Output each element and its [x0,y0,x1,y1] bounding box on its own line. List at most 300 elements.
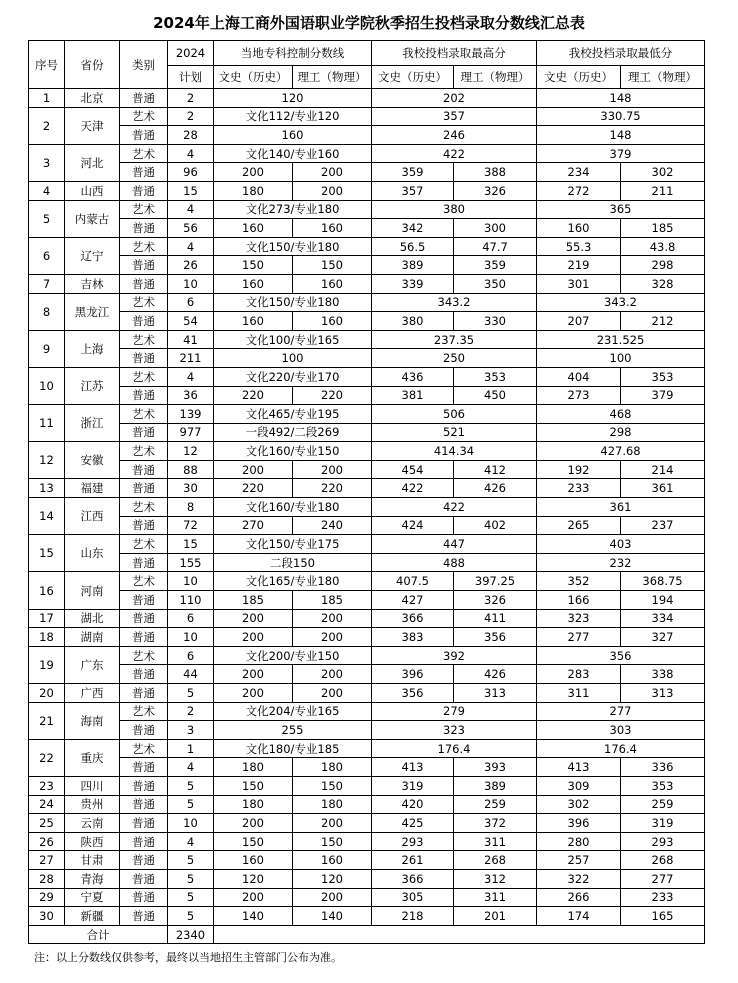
province-cell: 宁夏 [65,888,120,907]
plan-cell: 1 [168,739,214,758]
min-science-cell: 194 [621,591,705,610]
category-cell: 普通 [120,832,168,851]
category-cell: 普通 [120,181,168,200]
min-science-cell: 214 [621,460,705,479]
table-row [29,888,705,907]
table-row [29,535,705,554]
min-score-cell: 379 [537,144,705,163]
control-science-cell: 220 [293,479,372,498]
max-arts-cell: 305 [372,888,454,907]
plan-cell: 155 [168,553,214,572]
max-science-cell: 47.7 [454,237,537,256]
control-science-cell: 200 [293,163,372,182]
max-science-cell: 326 [454,591,537,610]
min-science-cell: 211 [621,181,705,200]
max-science-cell: 312 [454,869,537,888]
header-min-arts: 文史（历史） [537,66,621,89]
min-score-cell: 231.525 [537,330,705,349]
table-row [29,293,705,312]
control-score-cell: 文化150/专业175 [214,535,372,554]
max-science-cell: 356 [454,628,537,647]
category-cell: 普通 [120,907,168,926]
table-row [29,349,705,368]
category-cell: 普通 [120,349,168,368]
province-cell: 甘肃 [65,851,120,870]
plan-cell: 10 [168,572,214,591]
table-row [29,386,705,405]
province-cell: 福建 [65,479,120,498]
seq-cell: 18 [29,628,65,647]
control-arts-cell: 200 [214,684,293,703]
min-science-cell: 277 [621,869,705,888]
min-science-cell: 338 [621,665,705,684]
table-row [29,442,705,461]
table-row [29,628,705,647]
max-science-cell: 393 [454,758,537,777]
control-science-cell: 200 [293,609,372,628]
category-cell: 普通 [120,516,168,535]
plan-cell: 4 [168,200,214,219]
plan-cell: 139 [168,405,214,424]
seq-cell: 20 [29,684,65,703]
table-row [29,312,705,331]
max-arts-cell: 422 [372,479,454,498]
plan-cell: 54 [168,312,214,331]
plan-cell: 4 [168,758,214,777]
max-science-cell: 372 [454,814,537,833]
plan-cell: 36 [168,386,214,405]
max-science-cell: 411 [454,609,537,628]
control-arts-cell: 180 [214,758,293,777]
province-cell: 北京 [65,89,120,108]
min-science-cell: 185 [621,219,705,238]
control-science-cell: 200 [293,814,372,833]
category-cell: 普通 [120,163,168,182]
header-max-science: 理工（物理） [454,66,537,89]
header-plan: 计划 [168,66,214,89]
max-score-cell: 202 [372,89,537,108]
control-score-cell: 255 [214,721,372,740]
seq-cell: 11 [29,405,65,442]
max-score-cell: 246 [372,126,537,145]
control-arts-cell: 120 [214,869,293,888]
max-score-cell: 422 [372,144,537,163]
category-cell: 艺术 [120,702,168,721]
plan-cell: 8 [168,498,214,517]
control-score-cell: 一段492/二段269 [214,423,372,442]
category-cell: 普通 [120,386,168,405]
max-arts-cell: 413 [372,758,454,777]
min-arts-cell: 233 [537,479,621,498]
max-arts-cell: 261 [372,851,454,870]
min-arts-cell: 396 [537,814,621,833]
province-cell: 山东 [65,535,120,572]
control-science-cell: 150 [293,776,372,795]
min-score-cell: 148 [537,89,705,108]
seq-cell: 26 [29,832,65,851]
min-science-cell: 43.8 [621,237,705,256]
min-science-cell: 336 [621,758,705,777]
control-arts-cell: 270 [214,516,293,535]
min-arts-cell: 174 [537,907,621,926]
province-cell: 天津 [65,107,120,144]
table-row [29,572,705,591]
max-score-cell: 323 [372,721,537,740]
max-arts-cell: 381 [372,386,454,405]
min-score-cell: 468 [537,405,705,424]
min-score-cell: 356 [537,646,705,665]
max-science-cell: 311 [454,888,537,907]
table-row [29,665,705,684]
category-cell: 普通 [120,869,168,888]
min-science-cell: 298 [621,256,705,275]
control-science-cell: 140 [293,907,372,926]
max-science-cell: 353 [454,367,537,386]
max-science-cell: 326 [454,181,537,200]
plan-cell: 5 [168,776,214,795]
max-arts-cell: 420 [372,795,454,814]
footnote: 注：以上分数线仅供参考，最终以当地招生主管部门公布为准。 [34,951,342,964]
control-science-cell: 160 [293,851,372,870]
province-cell: 辽宁 [65,237,120,274]
control-score-cell: 文化150/专业180 [214,293,372,312]
category-cell: 普通 [120,479,168,498]
plan-cell: 41 [168,330,214,349]
seq-cell: 12 [29,442,65,479]
max-science-cell: 300 [454,219,537,238]
control-score-cell: 文化100/专业165 [214,330,372,349]
seq-cell: 19 [29,646,65,683]
header-year: 2024 [168,41,214,66]
category-cell: 普通 [120,219,168,238]
control-score-cell: 文化204/专业165 [214,702,372,721]
max-science-cell: 412 [454,460,537,479]
max-arts-cell: 454 [372,460,454,479]
seq-cell: 5 [29,200,65,237]
table-row [29,405,705,424]
province-cell: 江苏 [65,367,120,404]
category-cell: 艺术 [120,442,168,461]
max-science-cell: 259 [454,795,537,814]
table-row [29,516,705,535]
max-science-cell: 388 [454,163,537,182]
min-science-cell: 334 [621,609,705,628]
min-arts-cell: 283 [537,665,621,684]
min-arts-cell: 257 [537,851,621,870]
plan-cell: 96 [168,163,214,182]
plan-cell: 10 [168,814,214,833]
plan-cell: 6 [168,293,214,312]
table-row [29,181,705,200]
min-score-cell: 303 [537,721,705,740]
max-arts-cell: 218 [372,907,454,926]
plan-cell: 3 [168,721,214,740]
header-min-score: 我校投档录取最低分 [537,41,705,66]
header-min-science: 理工（物理） [621,66,705,89]
control-science-cell: 180 [293,795,372,814]
plan-cell: 15 [168,535,214,554]
max-score-cell: 279 [372,702,537,721]
table-row [29,367,705,386]
total-row [29,925,705,944]
min-score-cell: 343.2 [537,293,705,312]
province-cell: 浙江 [65,405,120,442]
control-science-cell: 185 [293,591,372,610]
table-row [29,646,705,665]
header-control-science: 理工（物理） [293,66,372,89]
plan-cell: 56 [168,219,214,238]
min-arts-cell: 219 [537,256,621,275]
seq-cell: 27 [29,851,65,870]
seq-cell: 30 [29,907,65,926]
table-row [29,274,705,293]
max-arts-cell: 342 [372,219,454,238]
province-cell: 新疆 [65,907,120,926]
seq-cell: 4 [29,181,65,200]
category-cell: 普通 [120,274,168,293]
category-cell: 普通 [120,89,168,108]
min-arts-cell: 309 [537,776,621,795]
table-row [29,814,705,833]
max-score-cell: 488 [372,553,537,572]
category-cell: 艺术 [120,330,168,349]
category-cell: 普通 [120,684,168,703]
province-cell: 江西 [65,498,120,535]
table-row [29,498,705,517]
category-cell: 普通 [120,591,168,610]
seq-cell: 6 [29,237,65,274]
header-control-arts: 文史（历史） [214,66,293,89]
control-score-cell: 文化160/专业180 [214,498,372,517]
category-cell: 艺术 [120,144,168,163]
max-arts-cell: 424 [372,516,454,535]
seq-cell: 23 [29,776,65,795]
seq-cell: 22 [29,739,65,776]
seq-cell: 14 [29,498,65,535]
plan-cell: 4 [168,367,214,386]
control-science-cell: 150 [293,832,372,851]
table-row [29,832,705,851]
province-cell: 山西 [65,181,120,200]
min-arts-cell: 207 [537,312,621,331]
category-cell: 普通 [120,721,168,740]
plan-cell: 88 [168,460,214,479]
min-science-cell: 353 [621,776,705,795]
control-arts-cell: 150 [214,832,293,851]
table-row [29,553,705,572]
admission-score-table [28,40,705,944]
control-score-cell: 二段150 [214,553,372,572]
max-science-cell: 389 [454,776,537,795]
table-row [29,776,705,795]
control-arts-cell: 180 [214,181,293,200]
plan-cell: 5 [168,869,214,888]
max-science-cell: 330 [454,312,537,331]
min-science-cell: 361 [621,479,705,498]
province-cell: 河南 [65,572,120,609]
max-arts-cell: 339 [372,274,454,293]
min-score-cell: 176.4 [537,739,705,758]
seq-cell: 9 [29,330,65,367]
control-score-cell: 文化220/专业170 [214,367,372,386]
table-row [29,907,705,926]
category-cell: 普通 [120,795,168,814]
max-score-cell: 237.35 [372,330,537,349]
seq-cell: 29 [29,888,65,907]
control-score-cell: 文化465/专业195 [214,405,372,424]
max-arts-cell: 425 [372,814,454,833]
table-row [29,609,705,628]
table-row [29,219,705,238]
max-arts-cell: 357 [372,181,454,200]
min-arts-cell: 192 [537,460,621,479]
max-score-cell: 414.34 [372,442,537,461]
max-science-cell: 426 [454,479,537,498]
control-science-cell: 200 [293,684,372,703]
max-science-cell: 311 [454,832,537,851]
header-max-arts: 文史（历史） [372,66,454,89]
min-science-cell: 293 [621,832,705,851]
province-cell: 吉林 [65,274,120,293]
plan-cell: 12 [168,442,214,461]
control-arts-cell: 200 [214,163,293,182]
control-science-cell: 200 [293,460,372,479]
table-row [29,795,705,814]
control-science-cell: 200 [293,665,372,684]
min-score-cell: 148 [537,126,705,145]
plan-cell: 2 [168,702,214,721]
seq-cell: 28 [29,869,65,888]
control-arts-cell: 160 [214,219,293,238]
min-science-cell: 353 [621,367,705,386]
max-arts-cell: 427 [372,591,454,610]
province-cell: 陕西 [65,832,120,851]
seq-cell: 17 [29,609,65,628]
max-arts-cell: 407.5 [372,572,454,591]
table-row [29,423,705,442]
table-row [29,739,705,758]
category-cell: 普通 [120,758,168,777]
max-science-cell: 201 [454,907,537,926]
province-cell: 上海 [65,330,120,367]
control-science-cell: 160 [293,274,372,293]
control-arts-cell: 160 [214,851,293,870]
max-arts-cell: 383 [372,628,454,647]
header-seq: 序号 [29,41,65,89]
category-cell: 艺术 [120,739,168,758]
control-science-cell: 200 [293,628,372,647]
plan-cell: 15 [168,181,214,200]
header-control-line: 当地专科控制分数线 [214,41,372,66]
min-score-cell: 100 [537,349,705,368]
seq-cell: 7 [29,274,65,293]
max-science-cell: 397.25 [454,572,537,591]
table-row [29,237,705,256]
plan-cell: 44 [168,665,214,684]
max-arts-cell: 366 [372,869,454,888]
category-cell: 艺术 [120,200,168,219]
min-score-cell: 232 [537,553,705,572]
category-cell: 艺术 [120,572,168,591]
table-row [29,144,705,163]
plan-cell: 110 [168,591,214,610]
province-cell: 湖北 [65,609,120,628]
table-row [29,591,705,610]
category-cell: 艺术 [120,107,168,126]
table-row [29,479,705,498]
category-cell: 普通 [120,851,168,870]
max-science-cell: 450 [454,386,537,405]
control-science-cell: 200 [293,181,372,200]
plan-cell: 72 [168,516,214,535]
max-arts-cell: 366 [372,609,454,628]
province-cell: 云南 [65,814,120,833]
control-science-cell: 160 [293,219,372,238]
control-score-cell: 160 [214,126,372,145]
category-cell: 艺术 [120,646,168,665]
control-arts-cell: 150 [214,256,293,275]
control-score-cell: 文化150/专业180 [214,237,372,256]
table-row [29,869,705,888]
min-score-cell: 361 [537,498,705,517]
max-score-cell: 422 [372,498,537,517]
seq-cell: 21 [29,702,65,739]
category-cell: 普通 [120,553,168,572]
min-arts-cell: 273 [537,386,621,405]
category-cell: 普通 [120,126,168,145]
table-row [29,721,705,740]
control-science-cell: 150 [293,256,372,275]
control-arts-cell: 185 [214,591,293,610]
province-cell: 重庆 [65,739,120,776]
province-cell: 广东 [65,646,120,683]
min-science-cell: 268 [621,851,705,870]
province-cell: 内蒙古 [65,200,120,237]
min-arts-cell: 322 [537,869,621,888]
plan-cell: 30 [168,479,214,498]
category-cell: 普通 [120,256,168,275]
plan-cell: 5 [168,907,214,926]
header-max-score: 我校投档录取最高分 [372,41,537,66]
max-arts-cell: 389 [372,256,454,275]
category-cell: 普通 [120,312,168,331]
min-science-cell: 368.75 [621,572,705,591]
province-cell: 海南 [65,702,120,739]
control-arts-cell: 160 [214,274,293,293]
seq-cell: 2 [29,107,65,144]
table-row [29,107,705,126]
min-science-cell: 302 [621,163,705,182]
plan-cell: 5 [168,888,214,907]
province-cell: 湖南 [65,628,120,647]
table-row [29,89,705,108]
min-arts-cell: 265 [537,516,621,535]
min-science-cell: 212 [621,312,705,331]
category-cell: 艺术 [120,498,168,517]
min-score-cell: 403 [537,535,705,554]
seq-cell: 3 [29,144,65,181]
category-cell: 普通 [120,423,168,442]
category-cell: 艺术 [120,405,168,424]
table-row [29,200,705,219]
plan-cell: 977 [168,423,214,442]
total-empty-cell [214,925,705,944]
max-score-cell: 392 [372,646,537,665]
category-cell: 普通 [120,628,168,647]
max-arts-cell: 293 [372,832,454,851]
plan-cell: 26 [168,256,214,275]
plan-cell: 28 [168,126,214,145]
